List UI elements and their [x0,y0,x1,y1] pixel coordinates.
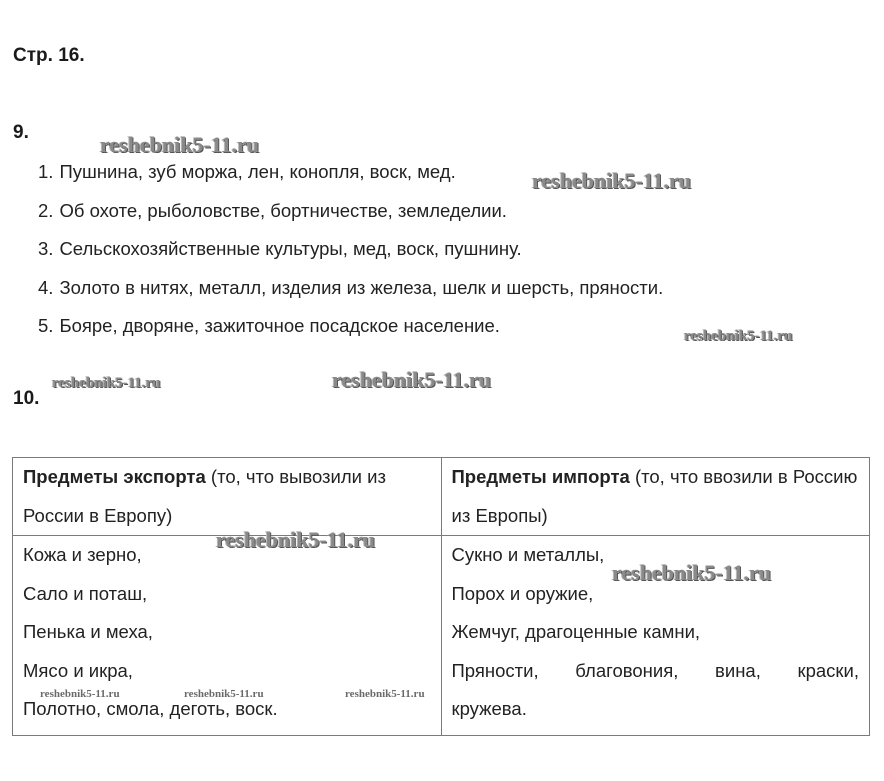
export-item: Сало и поташ, [23,582,148,604]
watermark: reshebnik5-11.ru [100,132,260,157]
import-item: кружева. [451,698,527,719]
export-header: Предметы экспорта (то, что вывозили из России в Европу) [13,458,442,536]
export-item: Мясо и икра, [23,659,133,681]
trade-table [12,457,870,736]
task-9-answers [38,160,663,353]
watermark: reshebnik5-11.ru [52,375,161,391]
watermark: reshebnik5-11.ru [332,367,492,392]
import-item: Порох и оружие, [451,582,594,604]
answer-3: 3. Сельскохозяйственные культуры, мед, воск, пушнину. [38,238,522,259]
import-item: Сукно и металлы, [451,544,605,565]
export-item: Полотно, смола, деготь, воск. [23,698,278,719]
import-items [441,536,870,736]
watermark: reshebnik5-11.ru [345,688,425,700]
watermark: reshebnik5-11.ru [532,168,692,193]
answer-5: 5. Бояре, дворяне, зажиточное посадское население. [38,315,500,336]
page-title: Стр. 16. [13,45,85,66]
import-item-justified: Пряности, благовония, вина, краски, [451,659,859,681]
export-items [13,536,442,736]
export-item: Кожа и зерно, [23,544,142,565]
import-item: Жемчуг, драгоценные камни, [451,621,701,642]
watermark: reshebnik5-11.ru [184,688,264,700]
watermark: reshebnik5-11.ru [40,688,120,700]
import-header: Предметы импорта (то, что ввозили в Россию из Европы) [441,458,870,536]
watermark: reshebnik5-11.ru [684,328,793,344]
export-item: Пенька и меха, [23,621,153,642]
task-9-number: 9. [13,122,29,143]
watermark: reshebnik5-11.ru [612,560,772,585]
task-10-number: 10. [13,388,40,409]
answer-2: 2. Об охоте, рыболовстве, бортничестве, земледелии. [38,199,507,221]
answer-4: 4. Золото в нитях, металл, изделия из железа, шелк и шерсть, пряности. [38,276,664,298]
answer-1: 1. Пушнина, зуб моржа, лен, конопля, воск, мед. [38,161,456,182]
watermark: reshebnik5-11.ru [216,527,376,552]
